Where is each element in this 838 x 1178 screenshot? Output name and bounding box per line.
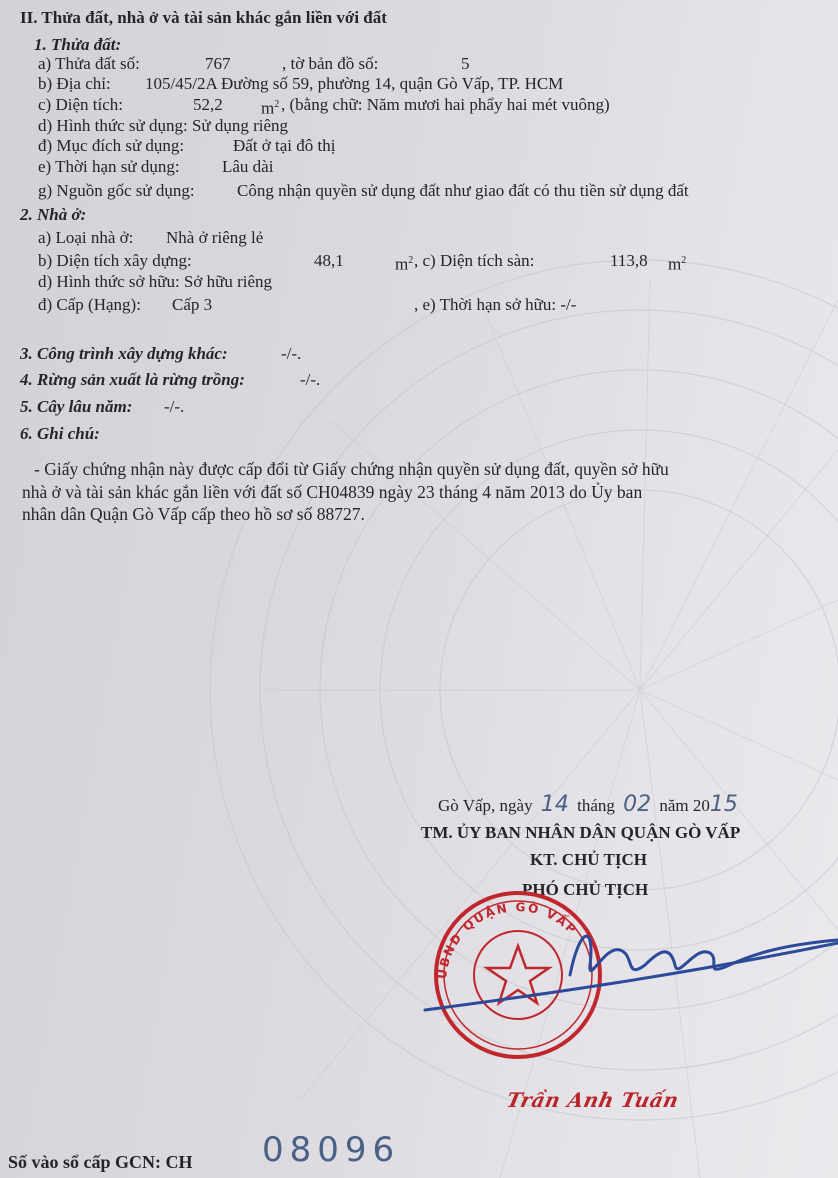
build-area-value: 48,1 — [314, 251, 344, 270]
house-type-value: Nhà ở riêng lẻ — [166, 228, 264, 247]
perennial-label: 5. Cây lâu năm: — [20, 397, 133, 416]
address-value: 105/45/2A Đường số 59, phường 14, quận Gò Vấp, TP. HCM — [145, 74, 564, 93]
signing-month: 02 — [623, 792, 652, 817]
origin-label: g) Nguồn gốc sử dụng: — [38, 181, 195, 200]
term-label: e) Thời hạn sử dụng: — [38, 157, 180, 176]
signer-name: Trần Anh Tuấn — [504, 1088, 682, 1112]
on-behalf-title: KT. CHỦ TỊCH — [530, 850, 647, 869]
svg-text:UBND QUẬN GÒ VẤP: UBND QUẬN GÒ VẤP — [434, 899, 580, 980]
other-works-label: 3. Công trình xây dựng khác: — [20, 344, 228, 363]
other-works-value: -/-. — [281, 344, 302, 363]
house-heading: 2. Nhà ở: — [20, 205, 87, 224]
term-value: Lâu dài — [222, 157, 274, 176]
grade-value: Cấp 3 — [172, 295, 213, 314]
map-sheet-number: 5 — [461, 54, 470, 73]
origin-value: Công nhận quyền sử dụng đất như giao đất có thu tiền sử dụng đất — [237, 181, 689, 200]
floor-area-value: 113,8 — [610, 251, 648, 270]
signing-year: 15 — [709, 792, 738, 817]
ownership-form: d) Hình thức sở hữu: Sở hữu riêng — [38, 272, 273, 291]
deputy-chair-title: PHÓ CHỦ TỊCH — [522, 880, 649, 899]
register-label: Số vào sổ cấp GCN: CH — [8, 1152, 193, 1172]
area-in-words: , (bằng chữ: Năm mươi hai phẩy hai mét vuông) — [281, 95, 610, 114]
land-heading: 1. Thửa đất: — [34, 35, 122, 54]
ownership-term: , e) Thời hạn sở hữu: -/- — [414, 295, 577, 314]
build-area-unit: $m^2$ — [395, 254, 414, 274]
area-value: 52,2 — [193, 95, 223, 114]
notes-label: 6. Ghi chú: — [20, 424, 100, 443]
place-date-prefix: Gò Vấp, ngày — [438, 796, 533, 815]
grade-label: đ) Cấp (Hạng): — [38, 295, 141, 314]
forest-value: -/-. — [300, 370, 321, 389]
parcel-number: 767 — [205, 54, 231, 73]
purpose-value: Đất ở tại đô thị — [233, 136, 336, 155]
parcel-label: a) Thửa đất số: — [38, 54, 140, 73]
perennial-value: -/-. — [164, 397, 185, 416]
purpose-label: đ) Mục đích sử dụng: — [38, 136, 185, 155]
notes-line: nhà ở và tài sản khác gắn liền với đất số CH04839 ngày 23 tháng 4 năm 2013 do Ủy ban — [22, 482, 643, 502]
map-sheet-label: , tờ bản đồ số: — [282, 54, 379, 73]
floor-area-label: , c) Diện tích sàn: — [414, 251, 535, 270]
month-label: tháng — [577, 796, 615, 815]
section-title: II. Thửa đất, nhà ở và tài sản khác gắn liền với đất — [20, 8, 387, 27]
notes-line: - Giấy chứng nhận này được cấp đổi từ Giấy chứng nhận quyền sử dụng đất, quyền sở hữu — [34, 459, 669, 479]
use-form: d) Hình thức sử dụng: Sử dụng riêng — [38, 116, 289, 135]
forest-label: 4. Rừng sản xuất là rừng trồng: — [20, 370, 245, 389]
build-area-label: b) Diện tích xây dựng: — [38, 251, 192, 270]
house-type-label: a) Loại nhà ở: — [38, 228, 134, 247]
register-number: 08096 — [262, 1130, 401, 1170]
area-unit: $m^2$ — [261, 98, 280, 118]
area-label: c) Diện tích: — [38, 95, 123, 114]
signature-scribble-icon — [420, 905, 838, 1025]
authority-name: TM. ỦY BAN NHÂN DÂN QUẬN GÒ VẤP — [421, 823, 741, 842]
notes-line: nhân dân Quận Gò Vấp cấp theo hồ sơ số 88727. — [22, 504, 365, 524]
address-label: b) Địa chỉ: — [38, 74, 111, 93]
signing-place-date — [438, 792, 738, 817]
year-label: năm 20 — [659, 796, 710, 815]
floor-area-unit: $m^2$ — [668, 254, 687, 274]
signing-day: 14 — [540, 792, 569, 817]
